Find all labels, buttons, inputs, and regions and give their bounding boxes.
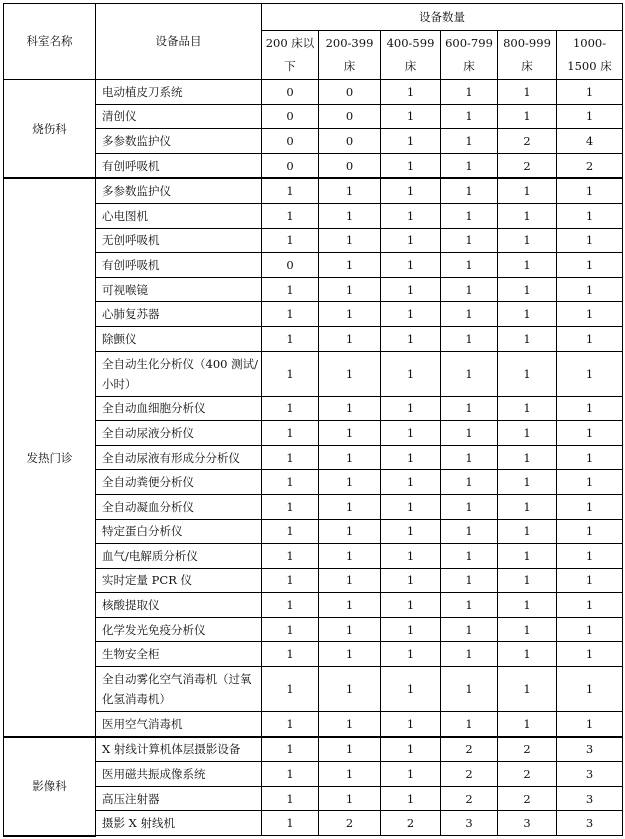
quantity-cell: 1 <box>319 737 381 762</box>
quantity-cell: 0 <box>262 80 319 105</box>
quantity-cell: 1 <box>319 667 381 712</box>
quantity-cell: 0 <box>262 129 319 154</box>
quantity-cell: 2 <box>498 786 557 811</box>
quantity-cell: 1 <box>381 228 441 253</box>
quantity-cell: 1 <box>498 593 557 618</box>
quantity-cell: 1 <box>381 737 441 762</box>
quantity-cell: 2 <box>319 811 381 836</box>
quantity-cell: 1 <box>319 178 381 203</box>
quantity-cell: 1 <box>557 617 623 642</box>
quantity-cell: 1 <box>381 277 441 302</box>
quantity-cell: 0 <box>319 129 381 154</box>
quantity-cell: 1 <box>319 277 381 302</box>
quantity-cell: 2 <box>498 762 557 787</box>
quantity-cell: 1 <box>262 593 319 618</box>
quantity-cell: 1 <box>557 302 623 327</box>
quantity-cell: 1 <box>381 762 441 787</box>
item-cell: 高压注射器 <box>96 786 262 811</box>
department-header: 科室名称 <box>4 4 96 80</box>
table-row <box>4 470 623 495</box>
quantity-cell: 1 <box>557 667 623 712</box>
quantity-cell: 1 <box>557 593 623 618</box>
quantity-cell: 1 <box>381 494 441 519</box>
quantity-cell: 1 <box>441 445 498 470</box>
table-row <box>4 494 623 519</box>
quantity-cell: 1 <box>557 642 623 667</box>
table-row <box>4 811 623 836</box>
item-cell: 特定蛋白分析仪 <box>96 519 262 544</box>
quantity-cell: 1 <box>381 519 441 544</box>
quantity-cell: 0 <box>262 153 319 178</box>
quantity-cell: 1 <box>381 178 441 203</box>
quantity-cell: 1 <box>381 326 441 351</box>
quantity-cell: 2 <box>498 737 557 762</box>
quantity-cell: 1 <box>498 228 557 253</box>
quantity-cell: 1 <box>319 786 381 811</box>
item-cell: 全自动血细胞分析仪 <box>96 396 262 421</box>
quantity-cell: 1 <box>381 544 441 569</box>
quantity-cell: 1 <box>381 470 441 495</box>
table-row <box>4 445 623 470</box>
table-row <box>4 253 623 278</box>
quantity-cell: 1 <box>262 421 319 446</box>
quantity-cell: 1 <box>262 712 319 737</box>
department-cell: 影像科 <box>4 737 96 836</box>
quantity-cell: 1 <box>441 129 498 154</box>
quantity-cell: 1 <box>319 519 381 544</box>
quantity-cell: 1 <box>262 178 319 203</box>
quantity-cell: 1 <box>557 519 623 544</box>
quantity-cell: 3 <box>557 762 623 787</box>
quantity-cell: 1 <box>498 494 557 519</box>
table-row <box>4 129 623 154</box>
item-cell: 无创呼吸机 <box>96 228 262 253</box>
table-row <box>4 737 623 762</box>
quantity-header: 设备数量 <box>262 4 623 31</box>
quantity-cell: 2 <box>441 737 498 762</box>
table-row <box>4 326 623 351</box>
table-header <box>4 4 623 80</box>
quantity-cell: 1 <box>381 253 441 278</box>
quantity-cell: 1 <box>262 470 319 495</box>
quantity-cell: 1 <box>262 326 319 351</box>
quantity-cell: 1 <box>262 351 319 396</box>
quantity-cell: 1 <box>498 178 557 203</box>
quantity-cell: 1 <box>498 104 557 129</box>
quantity-cell: 1 <box>319 445 381 470</box>
quantity-cell: 1 <box>557 277 623 302</box>
quantity-cell: 1 <box>262 642 319 667</box>
table-row <box>4 178 623 203</box>
quantity-cell: 1 <box>557 568 623 593</box>
table-row <box>4 228 623 253</box>
quantity-cell: 1 <box>557 544 623 569</box>
quantity-cell: 1 <box>498 302 557 327</box>
quantity-cell: 1 <box>498 712 557 737</box>
quantity-cell: 1 <box>557 445 623 470</box>
quantity-cell: 1 <box>319 593 381 618</box>
table-row <box>4 277 623 302</box>
quantity-cell: 1 <box>441 104 498 129</box>
quantity-cell: 2 <box>381 811 441 836</box>
quantity-cell: 1 <box>381 667 441 712</box>
quantity-cell: 1 <box>262 811 319 836</box>
quantity-cell: 1 <box>381 593 441 618</box>
quantity-cell: 1 <box>498 203 557 228</box>
bed-range-header: 800-999 床 <box>498 31 557 80</box>
quantity-cell: 2 <box>498 153 557 178</box>
quantity-cell: 1 <box>381 129 441 154</box>
quantity-cell: 1 <box>262 737 319 762</box>
item-cell: 有创呼吸机 <box>96 253 262 278</box>
quantity-cell: 1 <box>441 470 498 495</box>
quantity-cell: 1 <box>498 421 557 446</box>
quantity-cell: 1 <box>441 617 498 642</box>
table-row <box>4 667 623 712</box>
quantity-cell: 3 <box>441 811 498 836</box>
quantity-cell: 1 <box>319 762 381 787</box>
quantity-cell: 1 <box>441 228 498 253</box>
quantity-cell: 1 <box>262 786 319 811</box>
table-row <box>4 544 623 569</box>
quantity-cell: 1 <box>381 445 441 470</box>
item-cell: 全自动雾化空气消毒机（过氧化氢消毒机） <box>96 667 262 712</box>
quantity-cell: 1 <box>557 396 623 421</box>
quantity-cell: 3 <box>557 786 623 811</box>
quantity-cell: 1 <box>381 617 441 642</box>
table-body <box>4 80 623 836</box>
item-cell: 有创呼吸机 <box>96 153 262 178</box>
quantity-cell: 1 <box>441 203 498 228</box>
quantity-cell: 1 <box>262 667 319 712</box>
quantity-cell: 1 <box>498 396 557 421</box>
table-row <box>4 153 623 178</box>
quantity-cell: 2 <box>441 786 498 811</box>
quantity-cell: 0 <box>319 104 381 129</box>
department-cell: 烧伤科 <box>4 80 96 179</box>
quantity-cell: 1 <box>441 396 498 421</box>
quantity-cell: 2 <box>441 762 498 787</box>
quantity-cell: 1 <box>441 153 498 178</box>
quantity-cell: 1 <box>441 519 498 544</box>
quantity-cell: 1 <box>498 519 557 544</box>
quantity-cell: 1 <box>262 617 319 642</box>
quantity-cell: 1 <box>557 228 623 253</box>
quantity-cell: 1 <box>262 396 319 421</box>
table-row <box>4 617 623 642</box>
item-cell: 生物安全柜 <box>96 642 262 667</box>
table-row <box>4 519 623 544</box>
quantity-cell: 1 <box>498 277 557 302</box>
quantity-cell: 1 <box>262 277 319 302</box>
quantity-cell: 1 <box>319 494 381 519</box>
bed-range-header: 200-399 床 <box>319 31 381 80</box>
quantity-cell: 1 <box>441 712 498 737</box>
quantity-cell: 1 <box>319 544 381 569</box>
quantity-cell: 1 <box>319 326 381 351</box>
quantity-cell: 1 <box>557 104 623 129</box>
item-cell: 医用磁共振成像系统 <box>96 762 262 787</box>
quantity-cell: 3 <box>498 811 557 836</box>
table-row <box>4 642 623 667</box>
item-cell: 全自动尿液有形成分分析仪 <box>96 445 262 470</box>
table-row <box>4 712 623 737</box>
table-row <box>4 203 623 228</box>
quantity-cell: 4 <box>557 129 623 154</box>
quantity-cell: 1 <box>381 396 441 421</box>
item-cell: 核酸提取仪 <box>96 593 262 618</box>
quantity-cell: 1 <box>381 153 441 178</box>
item-cell: 化学发光免疫分析仪 <box>96 617 262 642</box>
table-row <box>4 568 623 593</box>
quantity-cell: 1 <box>441 277 498 302</box>
quantity-cell: 1 <box>319 568 381 593</box>
quantity-cell: 1 <box>557 80 623 105</box>
quantity-cell: 1 <box>381 568 441 593</box>
quantity-cell: 0 <box>319 153 381 178</box>
quantity-cell: 1 <box>319 203 381 228</box>
quantity-cell: 1 <box>262 445 319 470</box>
quantity-cell: 1 <box>557 494 623 519</box>
quantity-cell: 1 <box>381 712 441 737</box>
quantity-cell: 1 <box>557 253 623 278</box>
item-cell: 摄影 X 射线机 <box>96 811 262 836</box>
quantity-cell: 1 <box>557 712 623 737</box>
quantity-cell: 1 <box>441 253 498 278</box>
table-row <box>4 593 623 618</box>
quantity-cell: 1 <box>441 494 498 519</box>
quantity-cell: 1 <box>381 786 441 811</box>
table-row <box>4 786 623 811</box>
item-header: 设备品目 <box>96 4 262 80</box>
equipment-table <box>3 3 623 837</box>
quantity-cell: 1 <box>319 617 381 642</box>
quantity-cell: 1 <box>557 326 623 351</box>
table-row <box>4 421 623 446</box>
quantity-cell: 1 <box>319 712 381 737</box>
quantity-cell: 1 <box>381 104 441 129</box>
quantity-cell: 1 <box>498 326 557 351</box>
quantity-cell: 1 <box>441 351 498 396</box>
quantity-cell: 1 <box>557 470 623 495</box>
quantity-cell: 1 <box>498 568 557 593</box>
quantity-cell: 1 <box>441 667 498 712</box>
quantity-cell: 1 <box>498 470 557 495</box>
item-cell: 除颤仪 <box>96 326 262 351</box>
item-cell: 多参数监护仪 <box>96 178 262 203</box>
item-cell: X 射线计算机体层摄影设备 <box>96 737 262 762</box>
quantity-cell: 1 <box>262 568 319 593</box>
quantity-cell: 1 <box>262 203 319 228</box>
item-cell: 清创仪 <box>96 104 262 129</box>
quantity-cell: 1 <box>319 470 381 495</box>
quantity-cell: 1 <box>441 568 498 593</box>
quantity-cell: 1 <box>381 421 441 446</box>
quantity-cell: 0 <box>262 104 319 129</box>
bed-range-header: 400-599 床 <box>381 31 441 80</box>
table-row <box>4 762 623 787</box>
quantity-cell: 1 <box>262 302 319 327</box>
quantity-cell: 1 <box>498 617 557 642</box>
item-cell: 全自动凝血分析仪 <box>96 494 262 519</box>
quantity-cell: 1 <box>441 593 498 618</box>
quantity-cell: 1 <box>557 351 623 396</box>
quantity-cell: 1 <box>319 421 381 446</box>
bed-range-header: 1000-1500 床 <box>557 31 623 80</box>
quantity-cell: 1 <box>319 642 381 667</box>
quantity-cell: 1 <box>441 642 498 667</box>
table-row <box>4 302 623 327</box>
quantity-cell: 1 <box>319 351 381 396</box>
quantity-cell: 1 <box>319 302 381 327</box>
quantity-cell: 1 <box>498 351 557 396</box>
item-cell: 可视喉镜 <box>96 277 262 302</box>
item-cell: 多参数监护仪 <box>96 129 262 154</box>
item-cell: 全自动生化分析仪（400 测试/小时） <box>96 351 262 396</box>
quantity-cell: 1 <box>319 396 381 421</box>
quantity-cell: 2 <box>557 153 623 178</box>
quantity-cell: 1 <box>498 445 557 470</box>
quantity-cell: 1 <box>262 519 319 544</box>
quantity-cell: 1 <box>441 80 498 105</box>
quantity-cell: 0 <box>319 80 381 105</box>
quantity-cell: 3 <box>557 811 623 836</box>
quantity-cell: 1 <box>498 80 557 105</box>
bed-range-header: 200 床以下 <box>262 31 319 80</box>
quantity-cell: 1 <box>441 326 498 351</box>
quantity-cell: 1 <box>262 762 319 787</box>
item-cell: 全自动尿液分析仪 <box>96 421 262 446</box>
table-row <box>4 80 623 105</box>
department-cell: 发热门诊 <box>4 178 96 736</box>
item-cell: 心电图机 <box>96 203 262 228</box>
quantity-cell: 1 <box>557 178 623 203</box>
table-row <box>4 396 623 421</box>
quantity-cell: 1 <box>441 421 498 446</box>
quantity-cell: 1 <box>381 642 441 667</box>
quantity-cell: 1 <box>557 203 623 228</box>
item-cell: 电动植皮刀系统 <box>96 80 262 105</box>
item-cell: 医用空气消毒机 <box>96 712 262 737</box>
quantity-cell: 1 <box>441 544 498 569</box>
quantity-cell: 1 <box>262 544 319 569</box>
quantity-cell: 1 <box>557 421 623 446</box>
quantity-cell: 1 <box>262 494 319 519</box>
table-row <box>4 351 623 396</box>
quantity-cell: 1 <box>441 302 498 327</box>
quantity-cell: 1 <box>381 302 441 327</box>
quantity-cell: 1 <box>498 642 557 667</box>
quantity-cell: 1 <box>262 228 319 253</box>
table-row <box>4 104 623 129</box>
quantity-cell: 1 <box>498 544 557 569</box>
quantity-cell: 1 <box>441 178 498 203</box>
quantity-cell: 1 <box>381 203 441 228</box>
item-cell: 实时定量 PCR 仪 <box>96 568 262 593</box>
quantity-cell: 1 <box>319 253 381 278</box>
quantity-cell: 1 <box>498 667 557 712</box>
item-cell: 血气/电解质分析仪 <box>96 544 262 569</box>
quantity-cell: 2 <box>498 129 557 154</box>
item-cell: 全自动粪便分析仪 <box>96 470 262 495</box>
quantity-cell: 0 <box>262 253 319 278</box>
bed-range-header: 600-799 床 <box>441 31 498 80</box>
item-cell: 心肺复苏器 <box>96 302 262 327</box>
quantity-cell: 3 <box>557 737 623 762</box>
quantity-cell: 1 <box>381 80 441 105</box>
quantity-cell: 1 <box>498 253 557 278</box>
quantity-cell: 1 <box>381 351 441 396</box>
quantity-cell: 1 <box>319 228 381 253</box>
